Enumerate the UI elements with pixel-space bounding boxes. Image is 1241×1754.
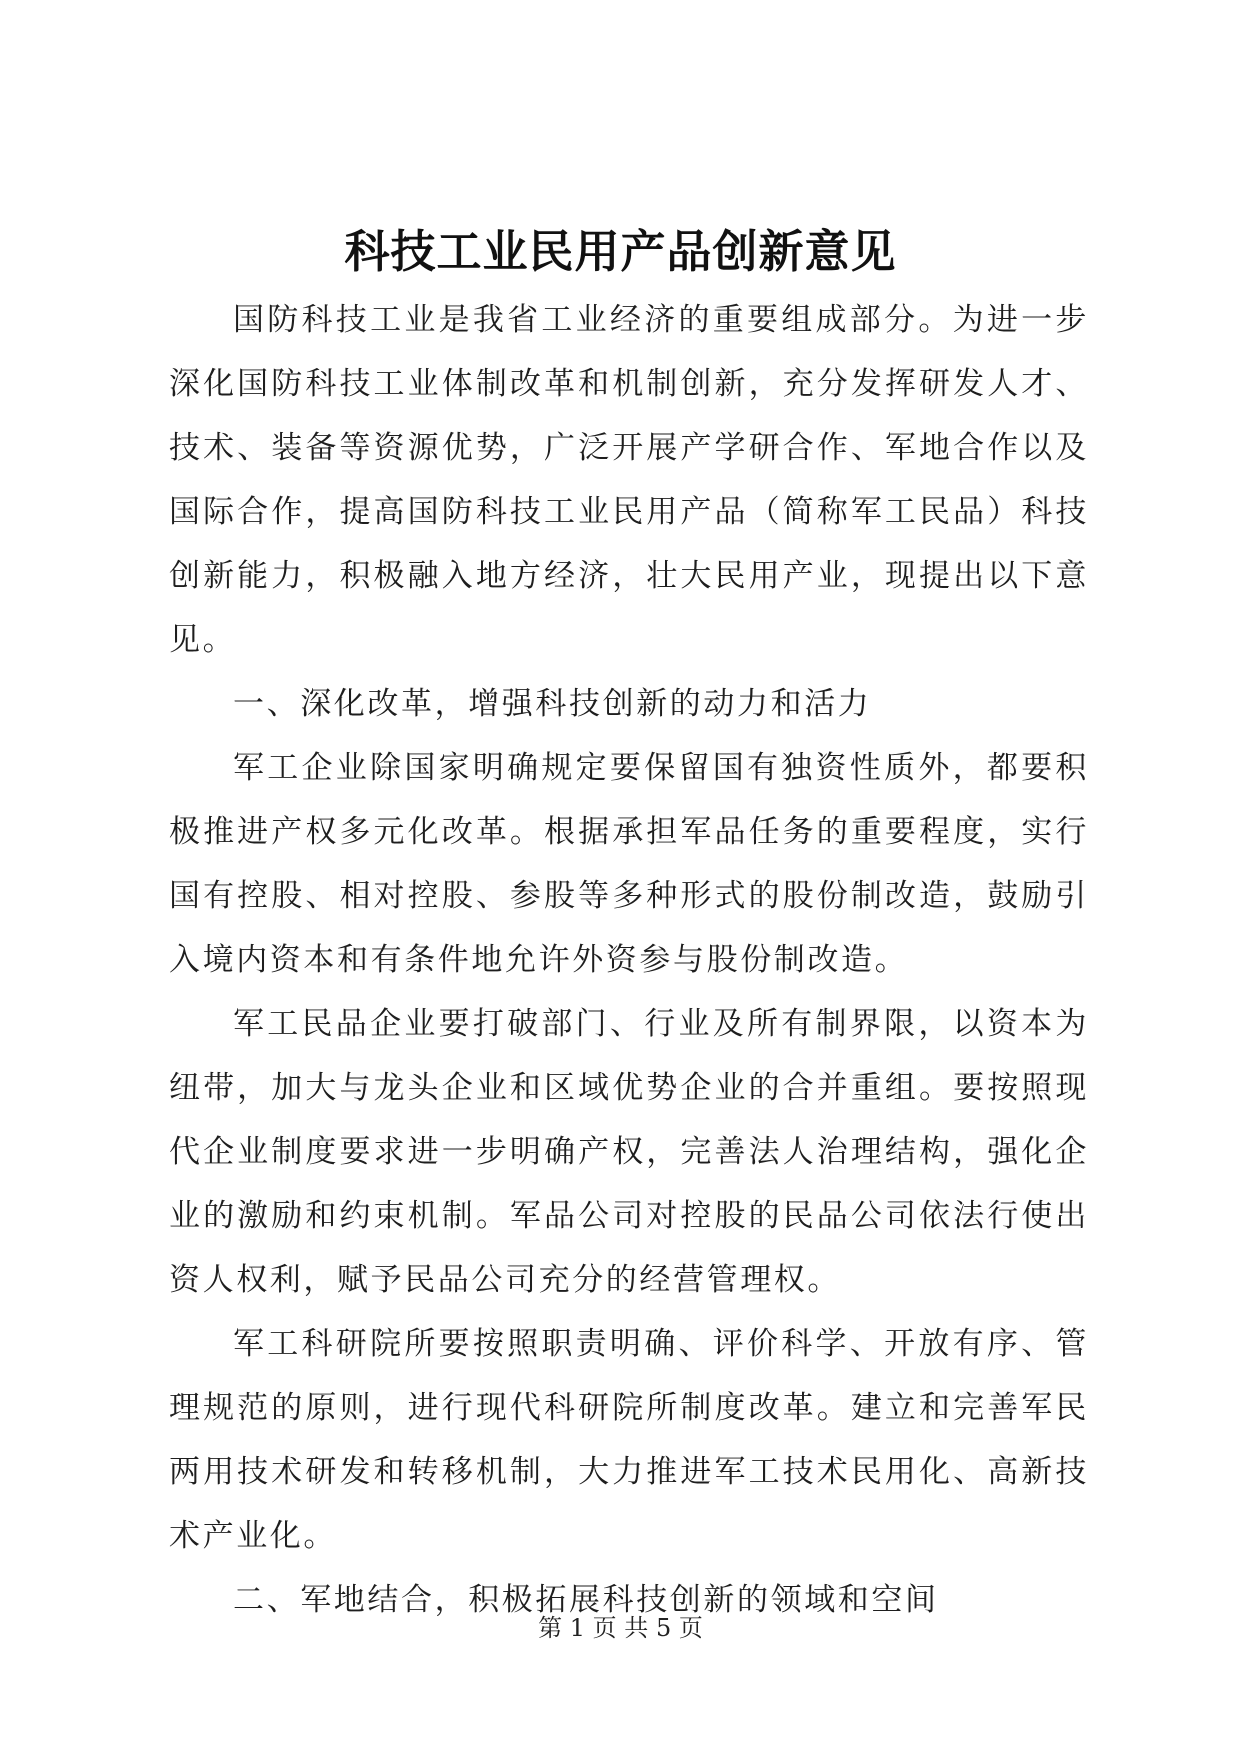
section-heading-1: 一、深化改革，增强科技创新的动力和活力 xyxy=(233,686,872,722)
page-footer: 第 1 页 共 5 页 xyxy=(538,1614,703,1642)
section-heading-2: 二、军地结合，积极拓展科技创新的领域和空间 xyxy=(233,1582,939,1618)
paragraph-reform-enterprise: 军工企业除国家明确规定要保留国有独资性质外，都要积极推进产权多元化改革。根据承担军品任务的重要程度，实行国有控股、相对控股、参股等多种形式的股份制改造，鼓励引入境内资本和有条件地允许外资参与股份制改造。 xyxy=(169,750,1089,978)
paragraph-reform-institutes: 军工科研院所要按照职责明确、评价科学、开放有序、管理规范的原则，进行现代科研院所制度改革。建立和完善军民两用技术研发和转移机制，大力推进军工技术民用化、高新技术产业化。 xyxy=(169,1326,1089,1554)
document-body xyxy=(169,288,1089,1632)
paragraph-reform-civil: 军工民品企业要打破部门、行业及所有制界限，以资本为纽带，加大与龙头企业和区域优势企业的合并重组。要按照现代企业制度要求进一步明确产权，完善法人治理结构，强化企业的激励和约束机制。军品公司对控股的民品公司依法行使出资人权利，赋予民品公司充分的经营管理权。 xyxy=(169,1006,1089,1298)
document-title: 科技工业民用产品创新意见 xyxy=(344,225,897,278)
paragraph-intro: 国防科技工业是我省工业经济的重要组成部分。为进一步深化国防科技工业体制改革和机制创新，充分发挥研发人才、技术、装备等资源优势，广泛开展产学研合作、军地合作以及国际合作，提高国防科技工业民用产品（简称军工民品）科技创新能力，积极融入地方经济，壮大民用产业，现提出以下意见。 xyxy=(169,302,1089,658)
